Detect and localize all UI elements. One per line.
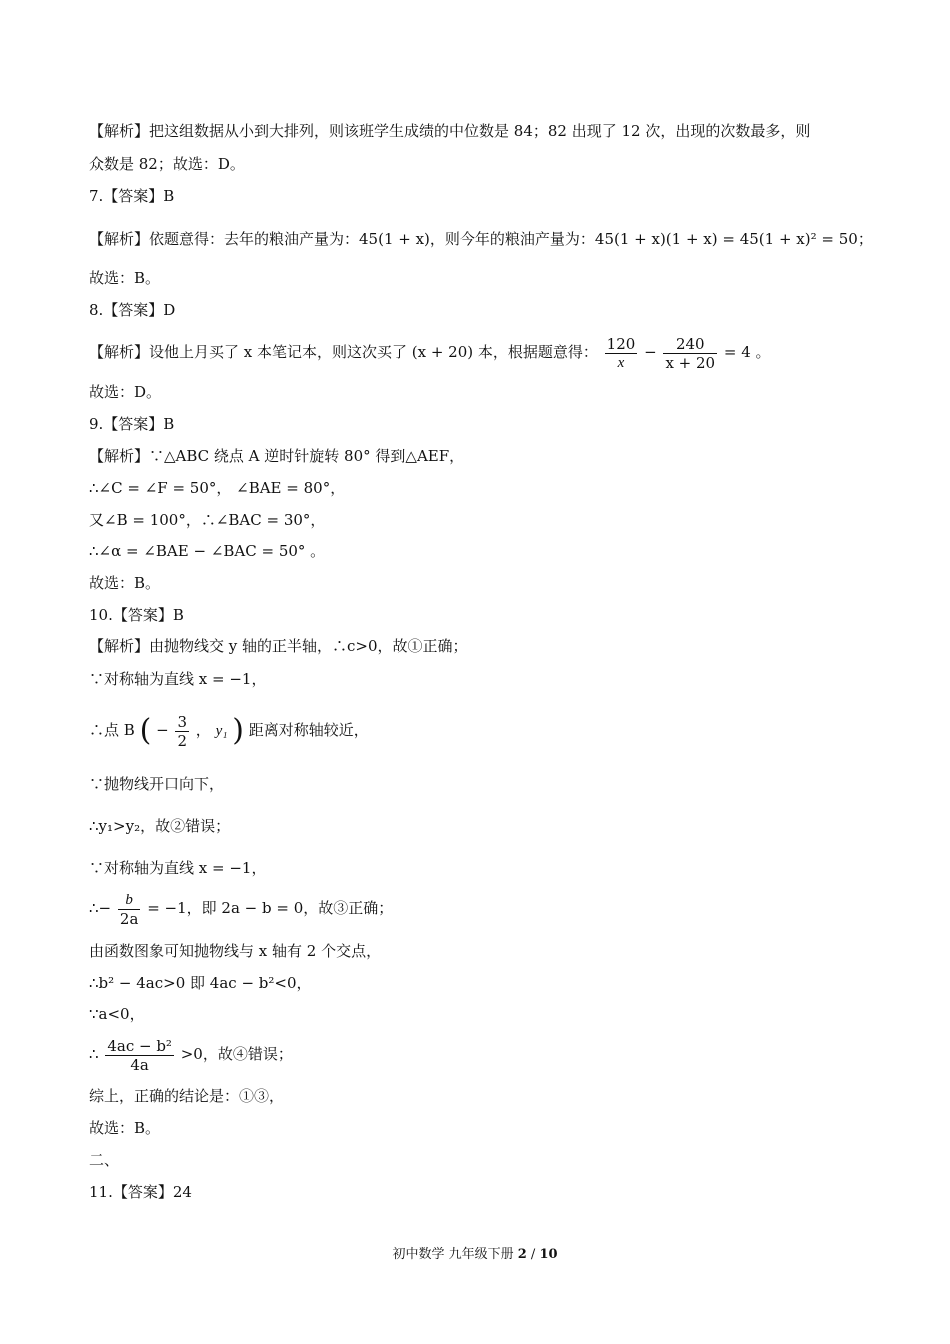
text-line: ∴ $\frac{\text{4ac − b²}}{4a}$ >0，故④错误； (89, 1036, 293, 1074)
text-line: 【解析】由抛物线交 y 轴的正半轴，∴c>0，故①正确； (89, 637, 468, 655)
section-heading: 二、 (89, 1151, 120, 1169)
text-span: = 4 。 (723, 343, 771, 361)
fraction (175, 713, 189, 750)
text-line: ∴∠α = ∠BAE − ∠BAC = 50° 。 (89, 542, 326, 560)
answer-line: 8.【答案】D (89, 301, 176, 319)
text-line: ∴− $\frac{b}{2a}$ = −1，即 2a − b = 0，故③正确； (89, 891, 394, 928)
text-line: 又∠B = 100°，∴∠BAC = 30°， (89, 511, 326, 529)
answer-line: 7.【答案】B (89, 187, 175, 205)
text-line: ∵抛物线开口向下， (89, 775, 225, 793)
answer-line: 10.【答案】B (89, 606, 184, 624)
text-line: ∵对称轴为直线 x = −1， (89, 859, 267, 877)
text-line: 众数是 82；故选：D。 (89, 155, 245, 173)
text-line: 故选：B。 (89, 1119, 161, 1137)
text-span: >0，故④错误； (180, 1045, 293, 1063)
page-footer (0, 1243, 950, 1262)
fraction-numerator: b (118, 891, 141, 910)
fraction (118, 891, 141, 928)
answer-line: 11.【答案】24 (89, 1183, 192, 1201)
text-line: 【解析】依题意得：去年的粮油产量为：45(1 + x)，则今年的粮油产量为：45(1 + x)(1 + x) = 45(1 + x)² = 50； (89, 230, 873, 248)
fraction (105, 1037, 174, 1074)
text-span: = −1，即 2a − b = 0，故③正确； (147, 899, 394, 917)
text-line: 由函数图象可知抛物线与 x 轴有 2 个交点， (89, 942, 382, 960)
fraction-denominator: 2 (177, 731, 187, 750)
fraction-numerator: 4ac − b² (107, 1036, 172, 1055)
text-span: 【解析】设他上月买了 x 本笔记本，则这次买了 (x + 20) 本，根据题意得： (89, 343, 598, 361)
text-line: 【解析】设他上月买了 x 本笔记本，则这次买了 (x + 20) 本，根据题意得： $\frac{120}{x}$ − $\frac{240}{x + 20}$ = 4 。 (89, 334, 771, 372)
text-line: ∴∠C = ∠F = 50°， ∠BAE = 80°， (89, 479, 346, 497)
fraction-numerator: 120 (606, 334, 636, 353)
fraction-denominator: 2a (119, 909, 139, 928)
answer-line: 9.【答案】B (89, 415, 175, 433)
footer-separator: / (526, 1247, 540, 1262)
text-span: ∴点 B (89, 721, 135, 739)
math-symbol: y₁ (215, 723, 228, 739)
page-number: 2 (517, 1247, 527, 1262)
fraction (663, 335, 717, 372)
text-line: 故选：B。 (89, 269, 161, 287)
text-line: 故选：B。 (89, 574, 161, 592)
fraction-numerator: 240 (663, 335, 717, 354)
text-span: 距离对称轴较近， (248, 721, 369, 739)
fraction-numerator: 3 (177, 712, 187, 731)
text-line: ∴y₁>y₂，故②错误； (89, 817, 231, 835)
text-line: 故选：D。 (89, 383, 162, 401)
fraction-denominator: 4a (130, 1055, 149, 1074)
fraction-denominator: x + 20 (665, 353, 716, 372)
text-line: ∴点 B ( − $\frac{3}{2}$ ， y₁ ) 距离对称轴较近， (89, 712, 369, 750)
text-line: ∵对称轴为直线 x = −1， (89, 670, 267, 688)
fraction (605, 335, 638, 372)
footer-text: 初中数学 九年级下册 (392, 1247, 518, 1262)
page-total: 10 (539, 1247, 558, 1262)
fraction-denominator: x (617, 354, 625, 371)
text-line: 【解析】∵△ABC 绕点 A 逆时针旋转 80° 得到△AEF， (89, 447, 465, 465)
text-line: ∵a<0， (89, 1005, 145, 1023)
text-line: 综上，正确的结论是：①③， (89, 1087, 285, 1105)
text-line: ∴b² − 4ac>0 即 4ac − b²<0， (89, 974, 312, 992)
text-line: 【解析】把这组数据从小到大排列，则该班学生成绩的中位数是 84；82 出现了 12 次，出现的次数最多，则 (89, 122, 811, 140)
